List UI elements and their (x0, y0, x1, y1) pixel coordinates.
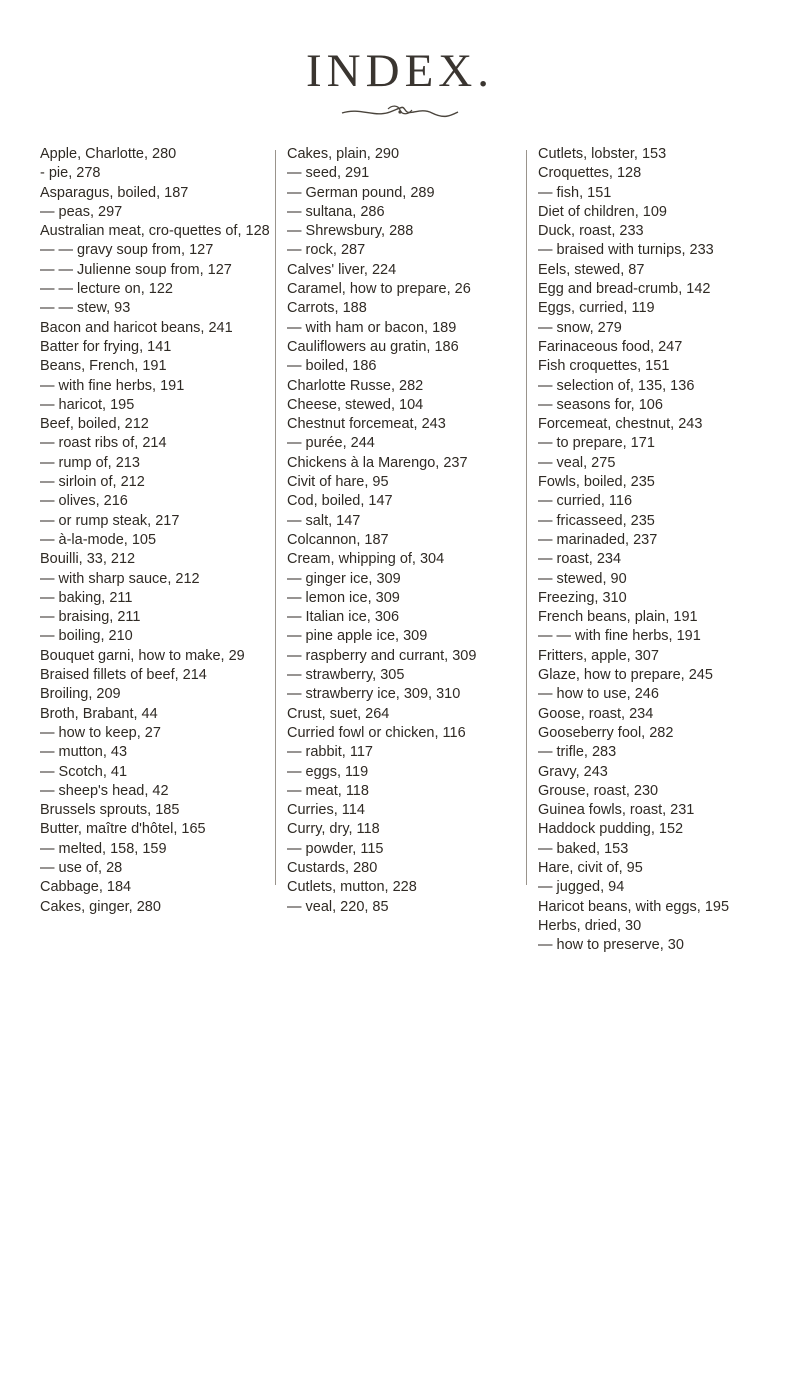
index-entry: Gravy, 243 (538, 763, 608, 780)
index-entry: Herbs, dried, 30 (538, 917, 642, 934)
index-entry: Goose, roast, 234 (538, 705, 654, 722)
index-entry: Charlotte Russe, 282 (287, 377, 424, 394)
index-entry: — rabbit, 117 (287, 744, 373, 761)
index-entry: Apple, Charlotte, 280 (40, 146, 177, 162)
index-entry: Fritters, apple, 307 (538, 647, 659, 664)
index-entry: — boiling, 210 (40, 628, 133, 645)
index-entry: — baked, 153 (538, 840, 629, 857)
index-entry: Asparagus, boiled, 187 (40, 184, 189, 201)
index-entry: — purée, 244 (287, 435, 375, 452)
index-entry: Civit of hare, 95 (287, 474, 389, 491)
index-entry: — with ham or bacon, 189 (287, 319, 457, 336)
index-entry: French beans, plain, 191 (538, 609, 698, 626)
index-entry: — how to use, 246 (538, 686, 659, 703)
index-entry: — haricot, 195 (40, 396, 135, 413)
index-entry: — seed, 291 (287, 165, 370, 182)
index-entry: Curries, 114 (287, 802, 365, 819)
index-entry: Curry, dry, 118 (287, 821, 380, 838)
index-entry: — with sharp sauce, 212 (40, 570, 200, 587)
index-entry: — salt, 147 (287, 512, 361, 529)
index-entry: — boiled, 186 (287, 358, 377, 375)
index-entry: — sultana, 286 (287, 203, 385, 220)
index-entry: Bouquet garni, how to make, 29 (40, 647, 245, 664)
index-entry: — — Julienne soup from, 127 (40, 261, 232, 278)
index-entry: — mutton, 43 (40, 744, 128, 761)
index-entry: Custards, 280 (287, 859, 378, 876)
index-entry: — Shrewsbury, 288 (287, 223, 414, 240)
index-entry: — peas, 297 (40, 203, 123, 220)
index-entry: — sirloin of, 212 (40, 474, 145, 491)
index-entry: Curried fowl or chicken, 116 (287, 724, 466, 741)
index-entry: — eggs, 119 (287, 763, 369, 780)
index-entry: Broth, Brabant, 44 (40, 705, 158, 722)
index-entry: — ginger ice, 309 (287, 570, 401, 587)
index-entry: — to prepare, 171 (538, 435, 655, 452)
index-entry: Caramel, how to prepare, 26 (287, 281, 471, 298)
index-entry: Cream, whipping of, 304 (287, 551, 445, 568)
index-entry: Diet of children, 109 (538, 203, 667, 220)
index-entry: — fricasseed, 235 (538, 512, 655, 529)
index-entry: — German pound, 289 (287, 184, 435, 201)
index-entry: — seasons for, 106 (538, 396, 663, 413)
index-entry: Beef, boiled, 212 (40, 416, 149, 433)
index-column-1 (40, 145, 272, 917)
index-entry: — roast ribs of, 214 (40, 435, 167, 452)
index-entry: - pie, 278 (40, 165, 101, 182)
index-entry: — — lecture on, 122 (40, 281, 173, 298)
index-entry: — selection of, 135, 136 (538, 377, 695, 394)
index-entry: Farinaceous food, 247 (538, 338, 683, 355)
index-entry: Freezing, 310 (538, 589, 627, 606)
index-entry: Chestnut forcemeat, 243 (287, 416, 446, 433)
decorative-flourish-icon (340, 104, 460, 120)
index-entry: Cod, boiled, 147 (287, 493, 393, 510)
index-entry: — — gravy soup from, 127 (40, 242, 214, 259)
index-entry: — — with fine herbs, 191 (538, 628, 701, 645)
index-entry: — fish, 151 (538, 184, 612, 201)
index-entry: — use of, 28 (40, 859, 123, 876)
index-entry: — strawberry ice, 309, 310 (287, 686, 461, 703)
index-entry: — how to keep, 27 (40, 724, 161, 741)
index-entry: — lemon ice, 309 (287, 589, 400, 606)
index-entry: — baking, 211 (40, 589, 133, 606)
index-entry: Calves' liver, 224 (287, 261, 397, 278)
index-entry: Cutlets, lobster, 153 (538, 146, 667, 162)
index-entry: — strawberry, 305 (287, 667, 405, 684)
index-entry: Cakes, plain, 290 (287, 146, 400, 162)
index-entry: — rock, 287 (287, 242, 366, 259)
index-entry: Batter for frying, 141 (40, 338, 172, 355)
index-entry: Grouse, roast, 230 (538, 782, 659, 799)
index-entry: — powder, 115 (287, 840, 384, 857)
index-entry: Forcemeat, chestnut, 243 (538, 416, 703, 433)
index-entry: — olives, 216 (40, 493, 128, 510)
index-entry: Carrots, 188 (287, 300, 367, 317)
index-entry: Eggs, curried, 119 (538, 300, 655, 317)
index-entry: — Italian ice, 306 (287, 609, 400, 626)
index-entry: — jugged, 94 (538, 879, 625, 896)
index-entry: — — stew, 93 (40, 300, 131, 317)
index-entry: Cakes, ginger, 280 (40, 898, 161, 915)
index-entry: Hare, civit of, 95 (538, 859, 643, 876)
index-entry: — braised with turnips, 233 (538, 242, 714, 259)
index-entry: — braising, 211 (40, 609, 141, 626)
index-entry: Bouilli, 33, 212 (40, 551, 136, 568)
index-entry: — stewed, 90 (538, 570, 627, 587)
index-entry: — melted, 158, 159 (40, 840, 167, 857)
index-column-3 (538, 145, 770, 955)
index-entry: — marinaded, 237 (538, 531, 658, 548)
index-entry: Braised fillets of beef, 214 (40, 667, 207, 684)
index-entry: Eels, stewed, 87 (538, 261, 645, 278)
index-entry: — snow, 279 (538, 319, 622, 336)
index-entry: Haddock pudding, 152 (538, 821, 684, 838)
index-entry: — sheep's head, 42 (40, 782, 169, 799)
index-entry: Colcannon, 187 (287, 531, 389, 548)
index-entry: — pine apple ice, 309 (287, 628, 428, 645)
index-entry: Haricot beans, with eggs, 195 (538, 898, 730, 915)
index-entry: Cauliflowers au gratin, 186 (287, 338, 459, 355)
index-entry: — roast, 234 (538, 551, 622, 568)
index-entry: Fish croquettes, 151 (538, 358, 670, 375)
index-entry: — meat, 118 (287, 782, 369, 799)
index-entry: Cutlets, mutton, 228 (287, 879, 417, 896)
index-entry: — how to preserve, 30 (538, 937, 684, 954)
index-entry: Crust, suet, 264 (287, 705, 390, 722)
index-entry: Cheese, stewed, 104 (287, 396, 424, 413)
index-entry: — raspberry and currant, 309 (287, 647, 477, 664)
index-entry: — veal, 275 (538, 454, 616, 471)
index-entry: Gooseberry fool, 282 (538, 724, 674, 741)
index-entry: Australian meat, cro-quettes of, 128 (40, 223, 270, 240)
index-entry: Bacon and haricot beans, 241 (40, 319, 233, 336)
index-entry: — with fine herbs, 191 (40, 377, 185, 394)
column-divider (526, 150, 527, 885)
index-entry: Duck, roast, 233 (538, 223, 644, 240)
index-entry: Guinea fowls, roast, 231 (538, 802, 695, 819)
index-entry: — curried, 116 (538, 493, 633, 510)
index-entry: Broiling, 209 (40, 686, 121, 703)
index-entry: — trifle, 283 (538, 744, 617, 761)
index-entry: — rump of, 213 (40, 454, 140, 471)
column-divider (275, 150, 276, 885)
index-entry: — or rump steak, 217 (40, 512, 180, 529)
index-column-2 (287, 145, 519, 917)
index-entry: Croquettes, 128 (538, 165, 642, 182)
index-entry: Brussels sprouts, 185 (40, 802, 180, 819)
index-entry: Fowls, boiled, 235 (538, 474, 655, 491)
index-entry: Egg and bread-crumb, 142 (538, 281, 711, 298)
index-entry: Cabbage, 184 (40, 879, 132, 896)
index-entry: Butter, maître d'hôtel, 165 (40, 821, 206, 838)
index-entry: Chickens à la Marengo, 237 (287, 454, 468, 471)
index-entry: — Scotch, 41 (40, 763, 128, 780)
index-entry: — à-la-mode, 105 (40, 531, 157, 548)
index-entry: Beans, French, 191 (40, 358, 167, 375)
page-title: INDEX. (306, 45, 494, 97)
index-entry: Glaze, how to prepare, 245 (538, 667, 713, 684)
index-entry: — veal, 220, 85 (287, 898, 389, 915)
